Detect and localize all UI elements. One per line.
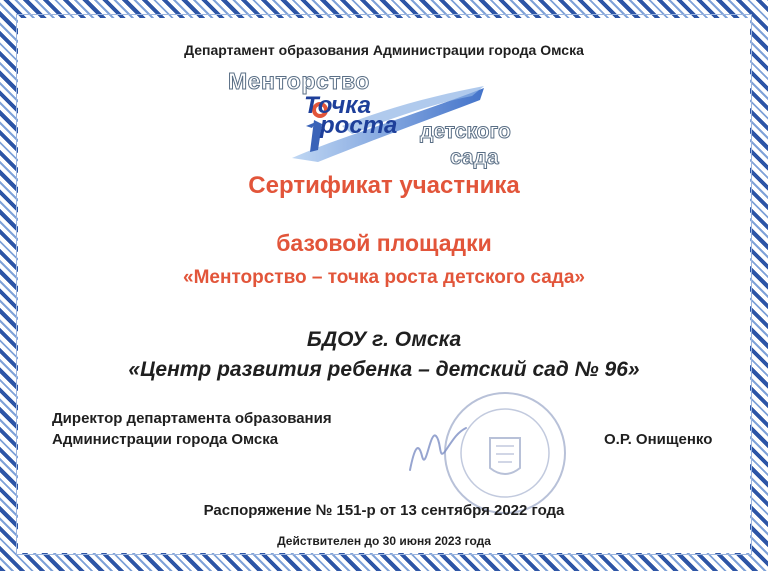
logo-text-line3: роста — [320, 112, 398, 139]
recipient-org-line1: БДОУ г. Омска — [306, 328, 462, 351]
logo-text-line2: Точка — [304, 92, 372, 119]
validity-note: Действителен до 30 июня 2023 года — [277, 534, 491, 548]
department-header: Департамент образования Администрации города Омска — [184, 42, 584, 58]
signatory-name: О.Р. Онищенко — [604, 431, 713, 448]
program-logo — [222, 66, 552, 174]
signatory-position-line2: Администрации города Омска — [52, 431, 279, 448]
program-name: «Менторство – точка роста детского сада» — [183, 267, 585, 288]
logo-text-line4: детского — [420, 120, 511, 143]
recipient-org-line2: «Центр развития ребенка – детский сад № 96» — [128, 358, 640, 381]
logo-text-line5: сада — [450, 146, 499, 169]
certificate-title: Сертификат участника — [248, 172, 520, 199]
order-reference: Распоряжение № 151-р от 13 сентября 2022 года — [203, 502, 565, 519]
signatory-position-line1: Директор департамента образования — [52, 410, 332, 427]
handwritten-signature-icon — [400, 410, 480, 480]
logo-text-line1: Менторство — [228, 68, 370, 94]
certificate-subtitle: базовой площадки — [276, 230, 492, 256]
